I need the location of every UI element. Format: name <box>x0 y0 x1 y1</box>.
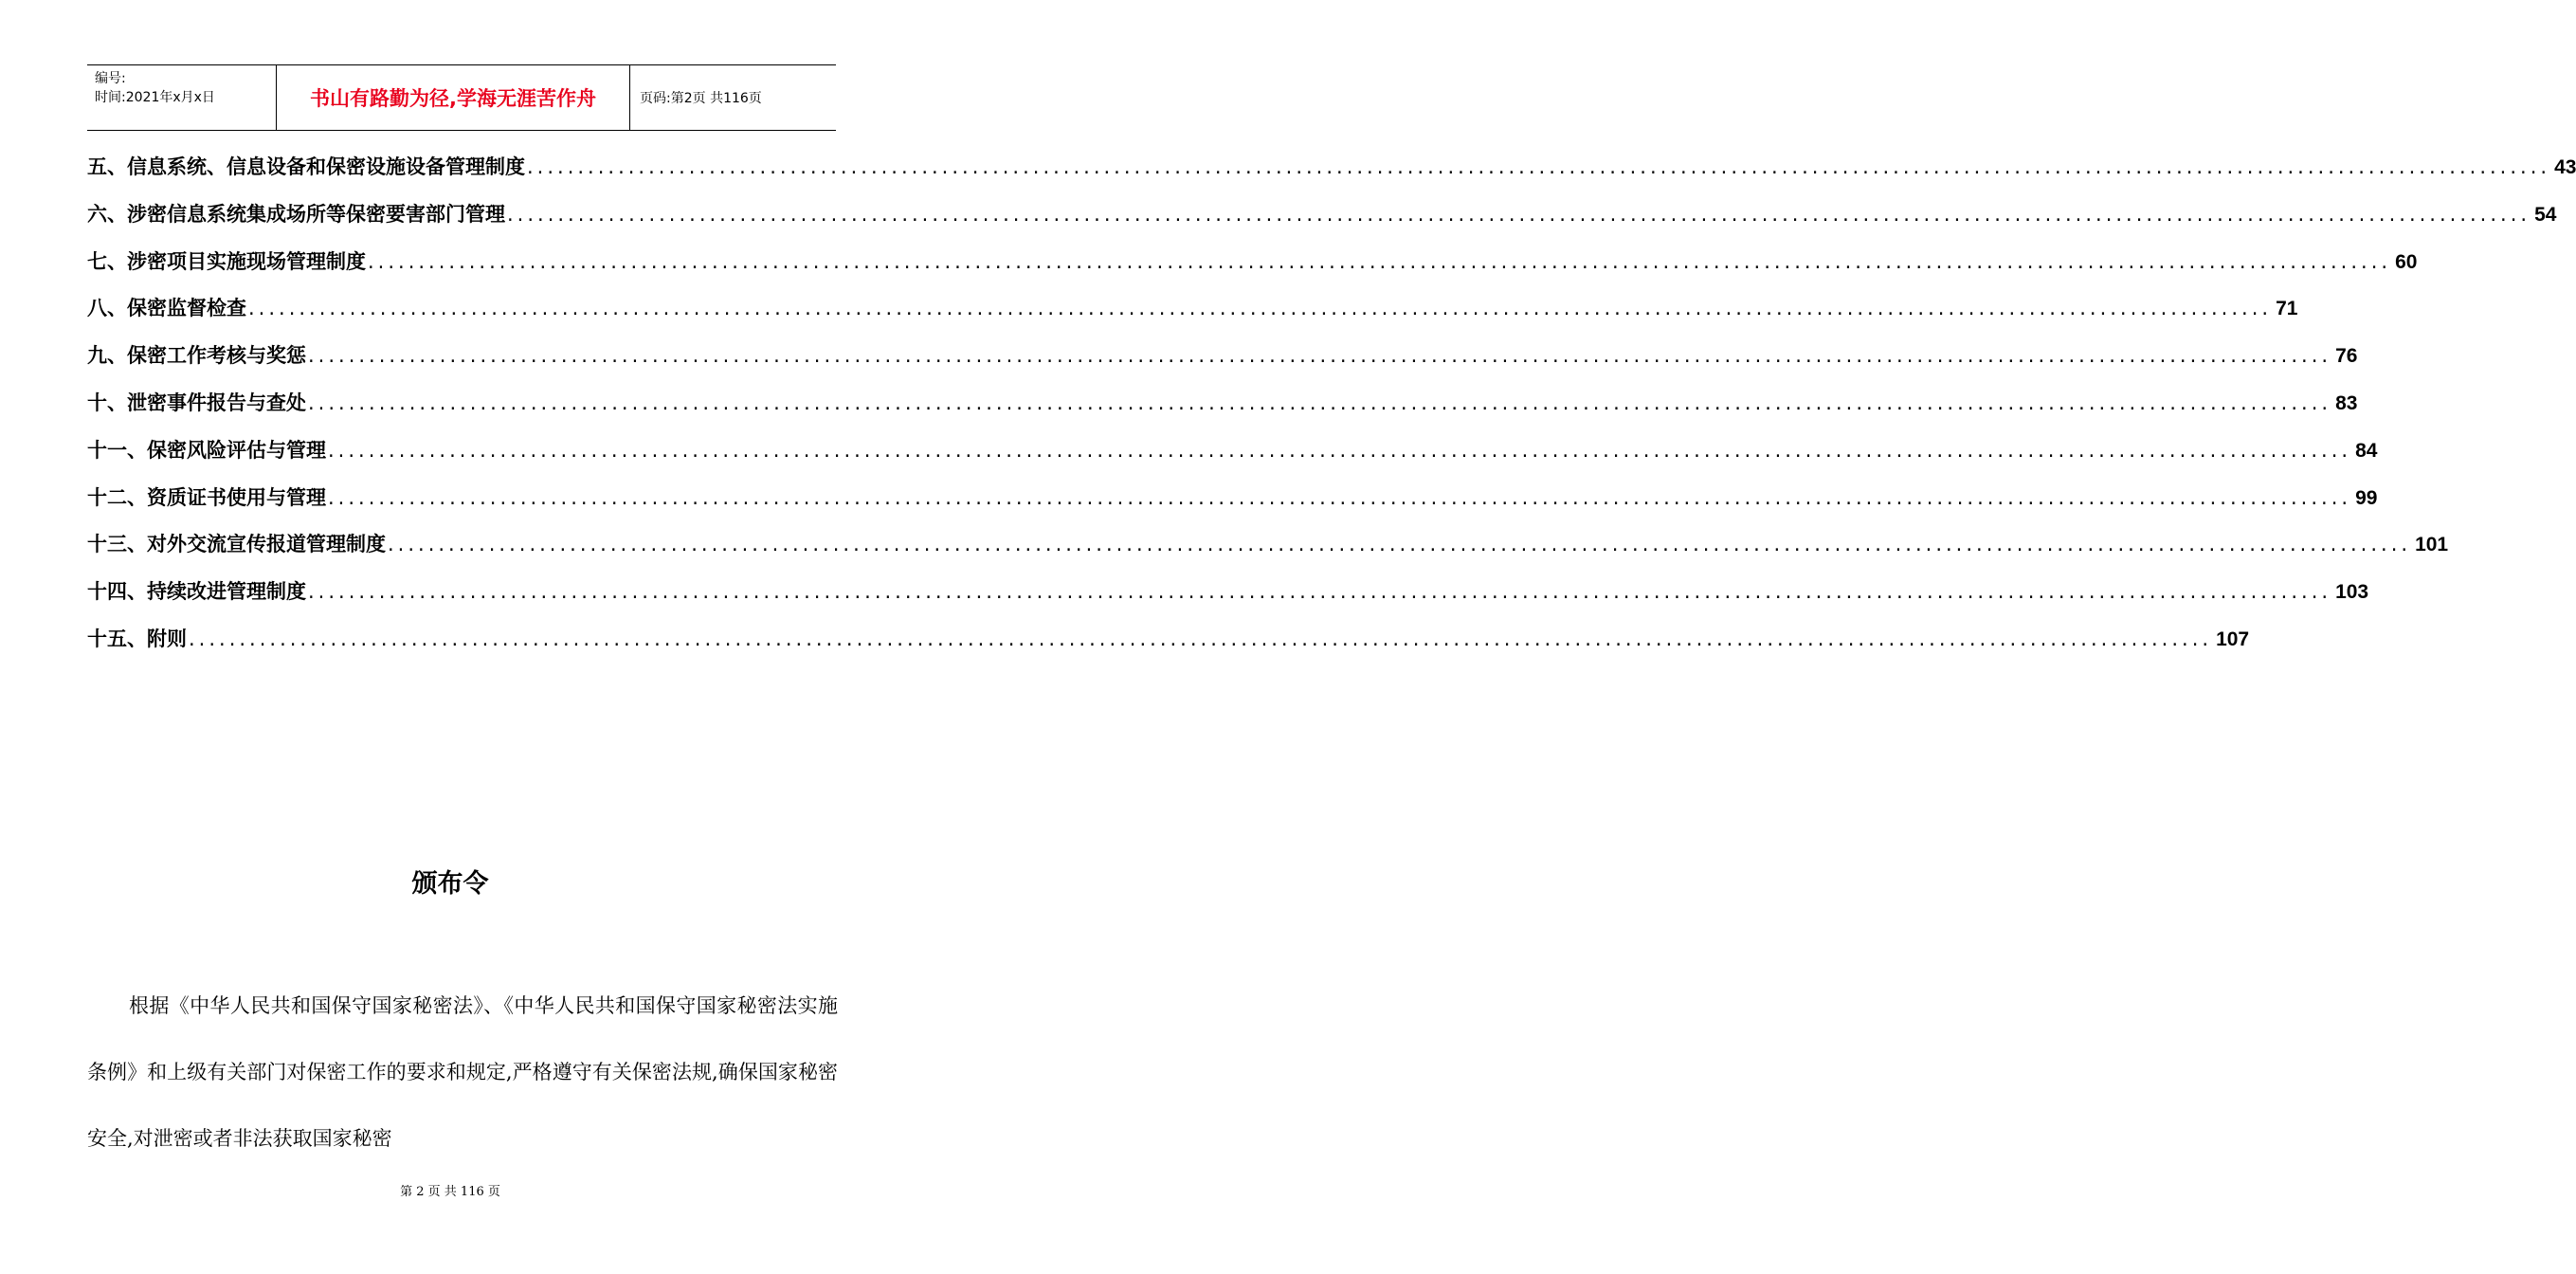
toc-leader-dots: ........................................................................................................................................................................................................ <box>308 580 2332 604</box>
toc-entry-title: 保密风险评估与管理 <box>147 438 326 462</box>
toc-entry-number: 十一、 <box>87 438 147 462</box>
toc-entry-number: 十、 <box>87 391 127 414</box>
toc-leader-dots: ........................................................................................................................................................................................................ <box>248 297 2273 320</box>
toc-entry[interactable] <box>87 199 2557 246</box>
page-header <box>87 64 836 131</box>
header-slogan: 书山有路勤为径,学海无涯苦作舟 <box>277 65 630 130</box>
page-footer: 第 2 页 共 116 页 <box>400 1185 500 1199</box>
toc-entry[interactable] <box>87 388 2358 435</box>
toc-entry-page: 60 <box>2395 250 2418 273</box>
toc-entry[interactable] <box>87 624 2250 671</box>
toc-entry-page: 43 <box>2554 156 2576 178</box>
toc-entry-number: 十四、 <box>87 580 147 604</box>
toc-leader-dots: ........................................................................................................................................................................................................ <box>527 155 2551 178</box>
toc-leader-dots: ........................................................................................................................................................................................................ <box>308 391 2332 414</box>
toc-entry-number: 六、 <box>87 202 127 226</box>
toc-entry-title: 附则 <box>147 627 187 650</box>
toc-entry-page: 76 <box>2335 345 2358 368</box>
toc-entry-number: 十二、 <box>87 485 147 509</box>
toc-entry[interactable] <box>87 482 2378 530</box>
toc-leader-dots: ........................................................................................................................................................................................................ <box>328 438 2352 462</box>
toc-entry-title: 涉密项目实施现场管理制度 <box>127 249 366 273</box>
toc-leader-dots: ........................................................................................................................................................................................................ <box>308 344 2332 368</box>
toc-entry-title: 涉密信息系统集成场所等保密要害部门管理 <box>127 202 505 226</box>
number-label: 编号: <box>95 71 126 86</box>
header-meta <box>87 65 277 130</box>
table-of-contents <box>87 152 2576 671</box>
header-page-info: 页码:第2页 共116页 <box>640 91 762 106</box>
toc-leader-dots: ........................................................................................................................................................................................................ <box>328 485 2352 509</box>
toc-entry[interactable] <box>87 246 2418 294</box>
toc-entry-page: 71 <box>2276 298 2298 320</box>
toc-entry-page: 103 <box>2335 581 2369 604</box>
toc-entry-page: 107 <box>2216 628 2250 650</box>
toc-entry[interactable] <box>87 435 2378 482</box>
toc-leader-dots: ........................................................................................................................................................................................................ <box>189 627 2213 650</box>
toc-entry-page: 84 <box>2355 439 2378 462</box>
toc-entry[interactable] <box>87 340 2358 388</box>
toc-entry-title: 保密监督检查 <box>127 297 246 320</box>
toc-entry-page: 83 <box>2335 391 2358 414</box>
toc-leader-dots: ........................................................................................................................................................................................................ <box>368 249 2392 273</box>
toc-entry-number: 十三、 <box>87 533 147 556</box>
toc-entry-page: 54 <box>2534 203 2557 226</box>
toc-entry-number: 七、 <box>87 249 127 273</box>
toc-entry-number: 九、 <box>87 344 127 368</box>
toc-leader-dots: ........................................................................................................................................................................................................ <box>388 533 2412 556</box>
toc-entry-number: 十五、 <box>87 627 147 650</box>
toc-entry-title: 泄密事件报告与查处 <box>127 391 306 414</box>
toc-entry-title: 信息系统、信息设备和保密设施设备管理制度 <box>127 155 525 178</box>
toc-entry-title: 对外交流宣传报道管理制度 <box>147 533 386 556</box>
toc-entry[interactable] <box>87 293 2298 340</box>
toc-entry[interactable] <box>87 152 2576 199</box>
toc-entry-number: 八、 <box>87 297 127 320</box>
toc-entry[interactable] <box>87 576 2369 624</box>
toc-leader-dots: ........................................................................................................................................................................................................ <box>507 202 2531 226</box>
time-label: 时间:2021年x月x日 <box>95 90 215 105</box>
toc-entry-title: 资质证书使用与管理 <box>147 485 326 509</box>
toc-entry-title: 保密工作考核与奖惩 <box>127 344 306 368</box>
toc-entry-number: 五、 <box>87 155 127 178</box>
decree-paragraph: 根据《中华人民共和国保守国家秘密法》、《中华人民共和国保守国家秘密法实施条例》和上级有关部门对保密工作的要求和规定,严格遵守有关保密法规,确保国家秘密安全,对泄密或者非法获取国家秘密 <box>87 994 838 1150</box>
toc-entry-title: 持续改进管理制度 <box>147 580 306 604</box>
toc-entry[interactable] <box>87 529 2449 576</box>
toc-entry-page: 99 <box>2355 486 2378 509</box>
toc-entry-page: 101 <box>2415 534 2449 556</box>
decree-title: 颁布令 <box>411 869 489 899</box>
